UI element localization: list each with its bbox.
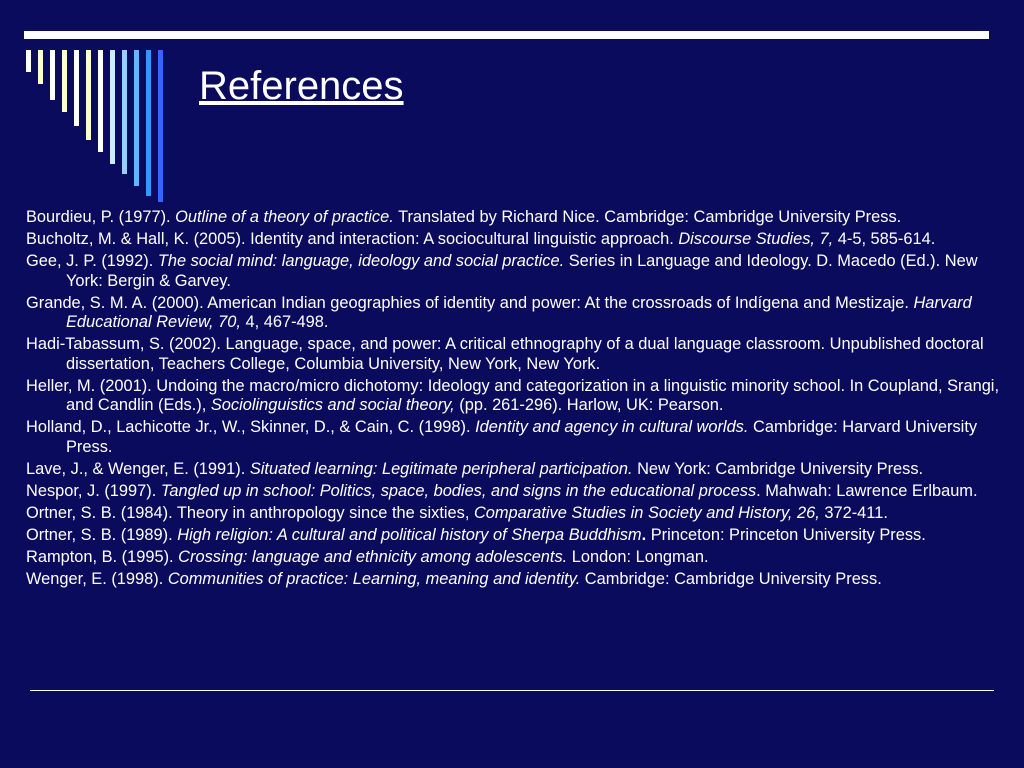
reference-entry [26, 294, 1016, 333]
reference-text: London: Longman. [567, 547, 709, 566]
reference-text: New York: Cambridge University Press. [632, 459, 924, 478]
decorative-bar [86, 50, 91, 140]
reference-text: Wenger, E. (1998). [26, 569, 168, 588]
reference-text: Ortner, S. B. (1984). Theory in anthropology since the sixties, [26, 503, 474, 522]
reference-entry [26, 526, 1016, 546]
reference-entry [26, 548, 1016, 568]
reference-text: Princeton: Princeton University Press. [646, 525, 926, 544]
reference-title: Tangled up in school: Politics, space, bodies, and signs in the educational process [160, 481, 757, 500]
reference-title: Outline of a theory of practice. [175, 208, 394, 226]
reference-text: Nespor, J. (1997). [26, 481, 161, 500]
decorative-bar [134, 50, 139, 186]
reference-text: Translated by Richard Nice. Cambridge: Cambridge University Press. [393, 208, 902, 226]
decorative-bar [98, 50, 103, 152]
reference-text: 4, 467-498. [240, 313, 329, 331]
reference-entry [26, 208, 1016, 228]
reference-title: Situated learning: Legitimate peripheral participation. [249, 459, 633, 478]
reference-text: . Mahwah: Lawrence Erlbaum. [756, 481, 978, 500]
reference-text: Bucholtz, M. & Hall, K. (2005). Identity and interaction: A sociocultural linguistic approach. [26, 230, 679, 248]
reference-title: The social mind: language, ideology and social practice. [157, 252, 565, 270]
reference-text: Bourdieu, P. (1977). [26, 208, 176, 226]
reference-text: Ortner, S. B. (1989). [26, 525, 178, 544]
reference-text: Rampton, B. (1995). [26, 547, 179, 566]
decorative-bar [26, 50, 31, 72]
reference-title: Crossing: language and ethnicity among adolescents. [178, 547, 568, 566]
reference-title: Communities of practice: Learning, meaning and identity. [167, 569, 581, 588]
reference-entry [26, 570, 1016, 590]
decorative-bar [62, 50, 67, 112]
reference-text: Gee, J. P. (1992). [26, 252, 158, 270]
reference-text: Heller, M. (2001). Undoing the macro/micro dichotomy: Ideology and categorization in a linguistic minority school. In Coupland, Srangi, and Candlin (Eds.), [26, 376, 1000, 414]
decorative-bar [158, 50, 163, 202]
reference-text: Hadi-Tabassum, S. (2002). Language, space, and power: A critical ethnography of a dual language classroom. Unpublished doctoral dissertation, Teachers College, Columbia University, New York, New York. [26, 335, 984, 373]
reference-entry [26, 460, 1016, 480]
reference-entry [26, 252, 1016, 291]
reference-entry [26, 418, 1016, 457]
reference-title: High religion: A cultural and political history of Sherpa Buddhism [177, 525, 642, 544]
reference-text: Grande, S. M. A. (2000). American Indian geographies of identity and power: At the crossroads of Indígena and Mestizaje. [26, 293, 914, 312]
decorative-bar [74, 50, 79, 126]
reference-text: Lave, J., & Wenger, E. (1991). [26, 459, 250, 478]
page-title: References [199, 64, 404, 108]
reference-text: 372-411. [819, 503, 888, 522]
reference-entry [26, 504, 1016, 524]
decorative-bar [146, 50, 151, 196]
reference-text: Cambridge: Cambridge University Press. [580, 569, 882, 588]
reference-entry [26, 230, 1016, 250]
reference-text: . [641, 525, 647, 544]
decorative-bar [122, 50, 127, 174]
reference-text: (pp. 261-296). Harlow, UK: Pearson. [454, 396, 724, 414]
reference-text: 4-5, 585-614. [833, 230, 936, 248]
top-rule-line [24, 31, 989, 39]
reference-entry [26, 482, 1016, 502]
reference-title: Comparative Studies in Society and History, 26, [473, 503, 820, 522]
reference-text: Cambridge: Harvard University Press. [66, 418, 978, 456]
reference-entry [26, 377, 1016, 416]
references-list [26, 208, 1016, 592]
reference-title: Sociolinguistics and social theory, [210, 396, 455, 414]
reference-entry [26, 335, 1016, 374]
decorative-bar [110, 50, 115, 164]
reference-title: Harvard Educational Review, 70, [66, 293, 972, 331]
reference-title: Identity and agency in cultural worlds. [475, 418, 749, 436]
decorative-bar [50, 50, 55, 100]
reference-text: Holland, D., Lachicotte Jr., W., Skinner, D., & Cain, C. (1998). [26, 418, 476, 436]
reference-text: Series in Language and Ideology. D. Macedo (Ed.). New York: Bergin & Garvey. [66, 252, 978, 290]
divider-line [30, 690, 994, 691]
reference-title: Discourse Studies, 7, [678, 230, 834, 248]
decorative-bar [38, 50, 43, 84]
